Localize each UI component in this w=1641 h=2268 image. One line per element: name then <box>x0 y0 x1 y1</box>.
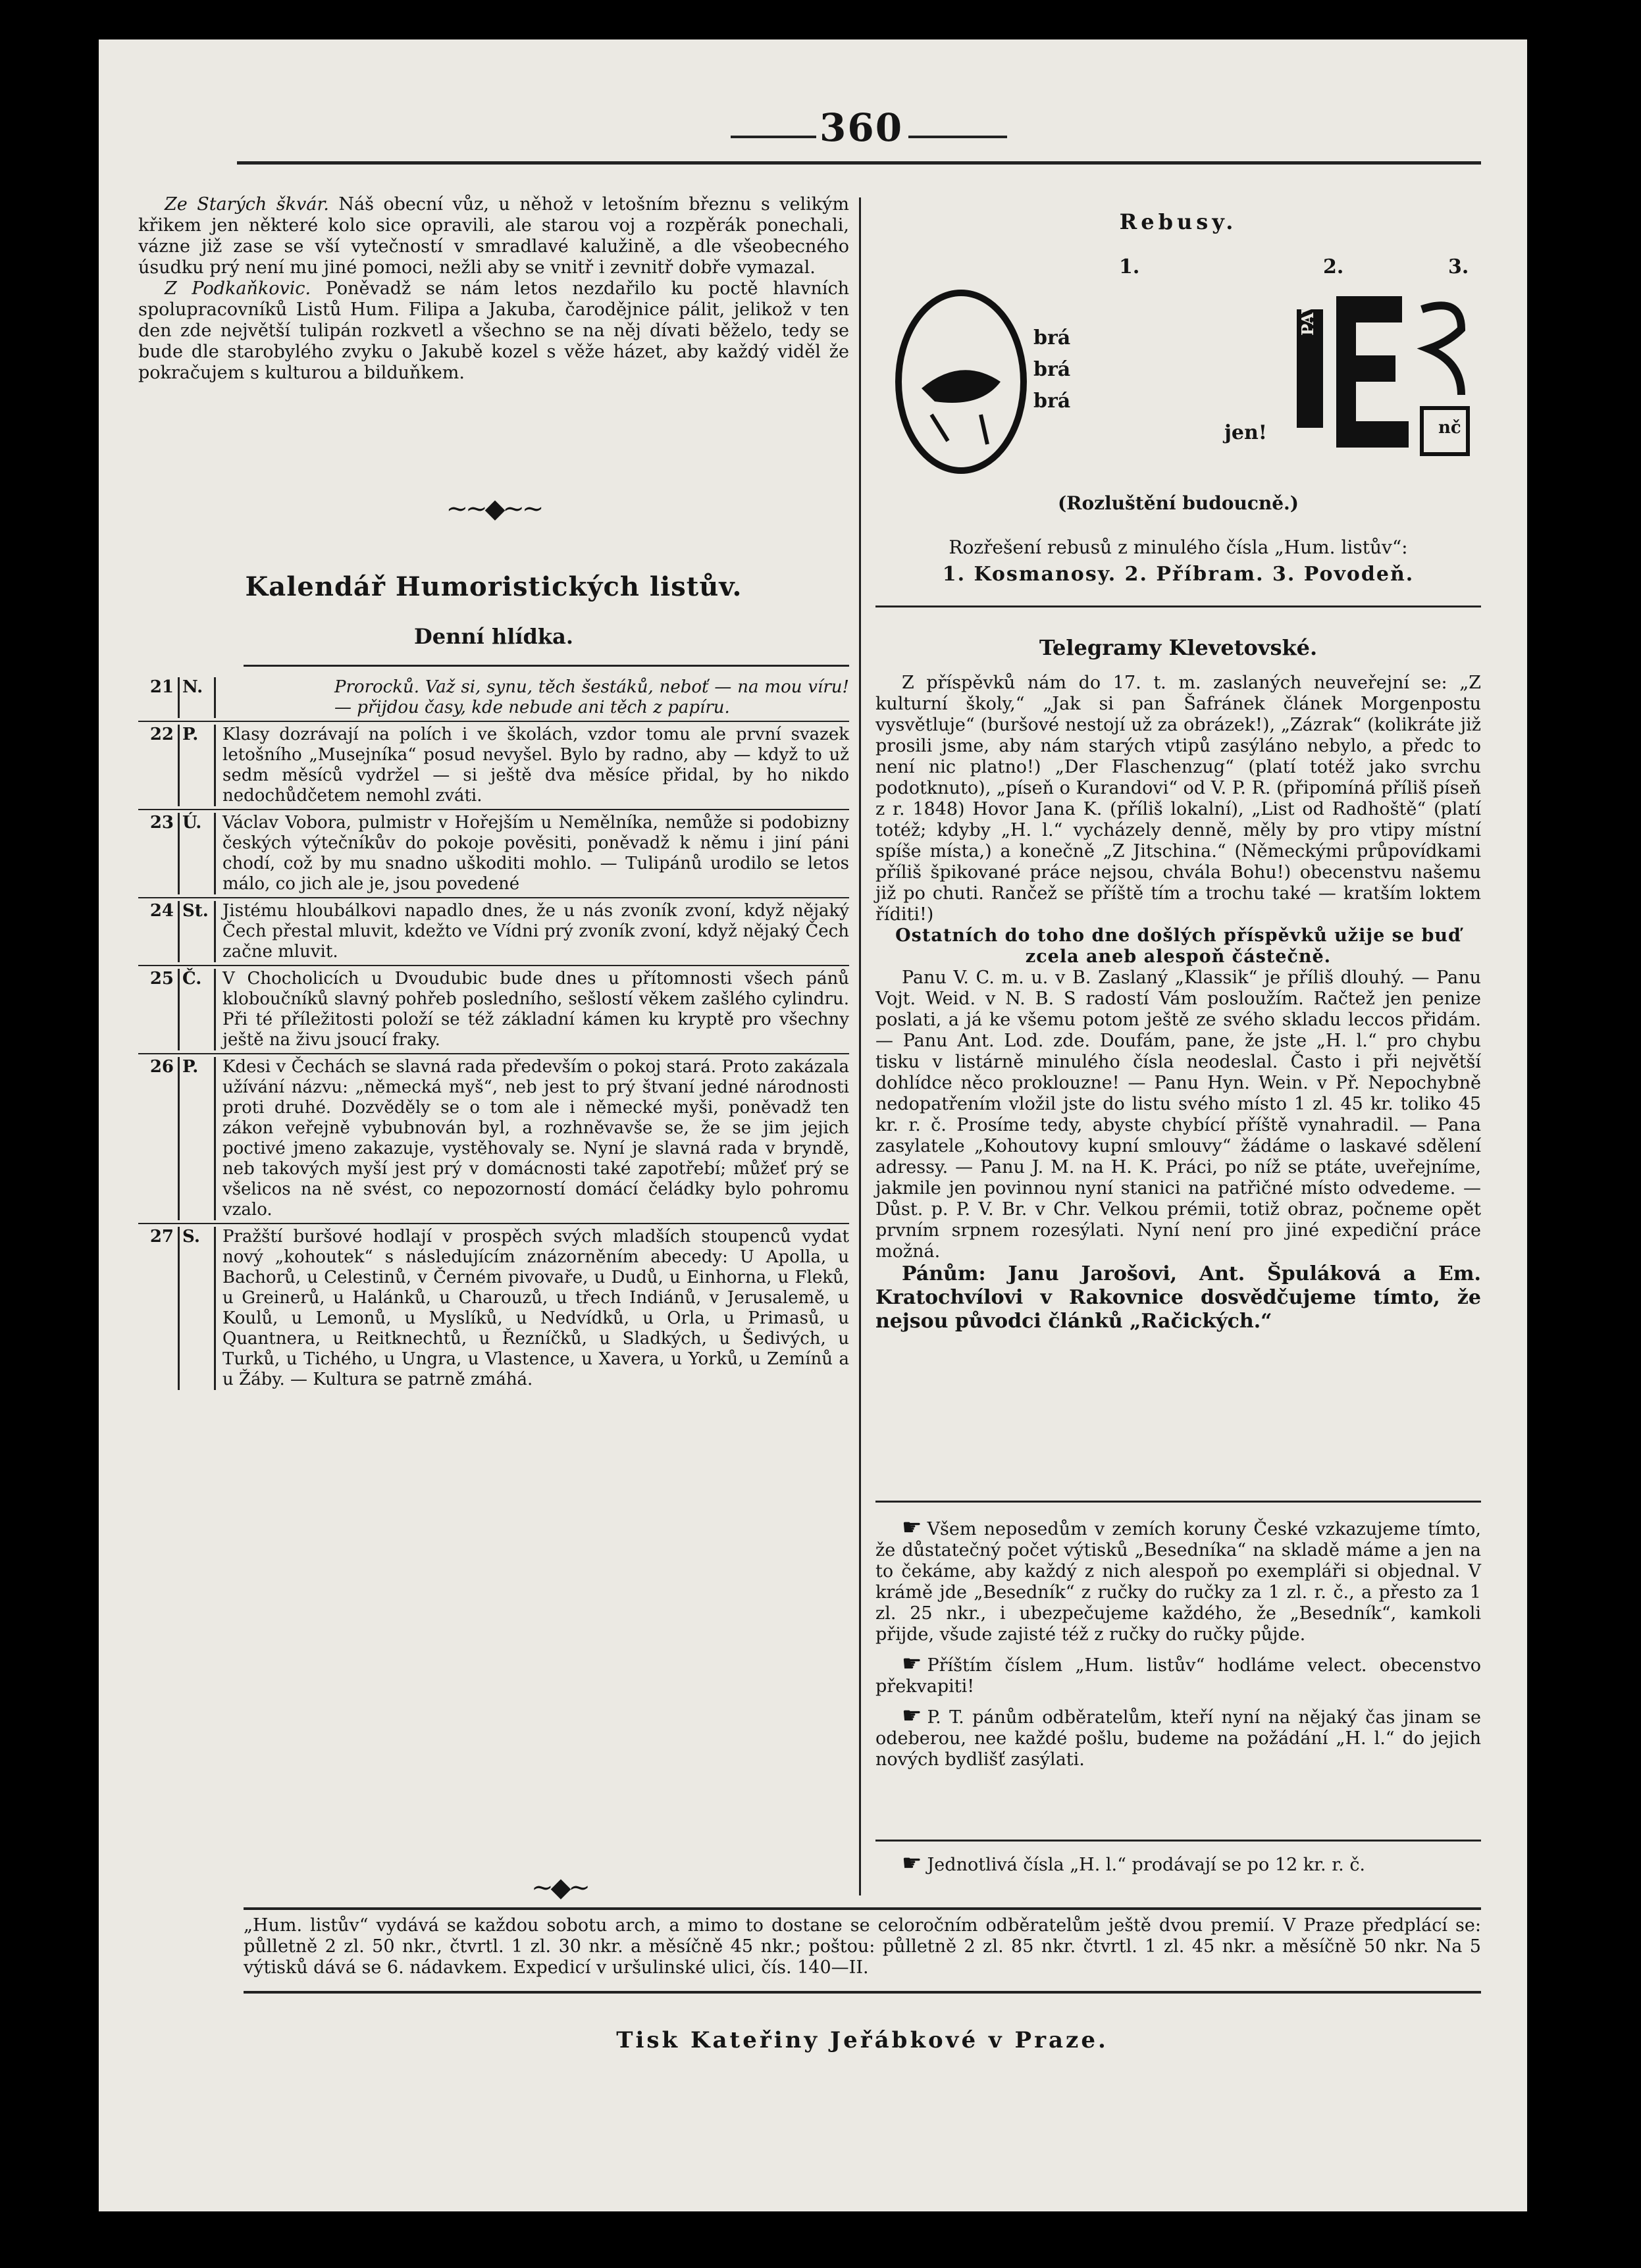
pointing-hand-icon: ☛ <box>902 1514 922 1541</box>
calendar-weekday: St. <box>178 901 216 962</box>
telegram-title: Telegramy Klevetovské. <box>1039 635 1318 660</box>
page-number: 360 <box>820 105 904 150</box>
rebus-image <box>882 283 1474 480</box>
notice-bold: Ostatních do toho dne došlých příspěvků užije se buď zcela aneb alespoň částečně. <box>895 925 1461 967</box>
calendar-subtitle: Denní hlídka. <box>414 624 573 649</box>
right-rule-2 <box>875 1501 1481 1503</box>
calendar-weekday: P. <box>178 725 216 806</box>
pointing-hand-icon: ☛ <box>902 1703 922 1729</box>
letter-s <box>1422 305 1461 395</box>
calendar-entry <box>138 1053 849 1223</box>
rebus-caption: (Rozluštění budoucně.) <box>1057 492 1299 514</box>
calendar-text: V Chocholicích u Dvoudubic bude dnes u přítomnosti všech pánů kloboučníků slavný pohřeb posledního, sešlostí věkem zašlého cylindru. Při té příležitosti položí se též základní kámen ku kryptě pro všechny ještě na živu jsoucí fraky. <box>222 969 849 1050</box>
paragraph-text: Náš obecní vůz, u něhož v letošním březnu s velikým křikem jen některé kolo sice opravili, ale starou voj a rozpěrák ponechali, vázne již zase se vší vytečností v smradlavé kalužině, a dle všeobecného úsudku prý není mu jiné pomoci, nežli aby se vnitř i zevnitř dobře vymazal. <box>138 194 850 278</box>
ads-section <box>875 1514 1481 1770</box>
ad-text: Jednotlivá čísla „H. l.“ prodávají se po 12 kr. r. č. <box>927 1855 1366 1875</box>
rebus-number: 2. <box>1323 255 1344 278</box>
right-rule-3 <box>875 1840 1481 1842</box>
rebus-syllables <box>1033 322 1070 417</box>
rebus-heading: Rebusy. <box>1119 209 1237 234</box>
rebus-number: 3. <box>1448 255 1469 278</box>
calendar-weekday: Č. <box>178 969 216 1050</box>
printer-line: Tisk Kateřiny Jeřábkové v Praze. <box>616 2027 1108 2053</box>
top-rule <box>237 161 1481 165</box>
paragraph-lead: Ze Starých škvár. <box>165 194 329 215</box>
ad-text: Příštím číslem „Hum. listův“ hodláme velect. obecenstvo překvapiti! <box>875 1655 1481 1697</box>
calendar-date: 26 <box>149 1057 174 1077</box>
pointing-hand-icon: ☛ <box>902 1850 922 1876</box>
column-divider <box>859 197 861 1895</box>
calendar-text: Kdesi v Čechách se slavná rada především o pokoj stará. Proto zakázala užívání názvu: „německá myš“, neb jest to prý štvaní jedné národnosti proti druhé. Dozvěděly se o tom ale i německé myši, poněvadž ten zákon veřejně vybubnován byl, a rozhněvavše se, že se jim jejich poctivé jmeno zakazuje, vystěhovaly se. Nyní je slavná rada v bryndě, neb takových myší jest prý v domácnosti také zapotřebí; můžeť prý se všelicos na ně svést, co nepozorností domácí čeládky bylo pohromu vzalo. <box>222 1057 849 1220</box>
ad-text: P. T. pánům odběratelům, kteří nyní na nějaký čas jinam se odeberou, nee každé pošlu, budeme na požádání „H. l.“ do jejich nových bydlišť zasýlati. <box>875 1707 1481 1770</box>
telegram-text: Z příspěvků nám do 17. t. m. zaslaných neuveřejní se: „Z kulturní školy,“ „Jak si pan Šafránek článek Morgenpostu vysvětluje“ (buršové nestojí už za obrázek!), „Zázrak“ (kolikráte již prosili jsme, aby nám starých vtipů zasýláno nebylo, a předc to není nic platno!) „Der Flaschenzug“ (platí totéž jako svrchu podotknuto), „píseň o Kurandovi“ od V. P. R. (připomíná příliš píseň z r. 1848) Hovor Jana K. (příliš lokalní), „List od Radhoště“ (platí totéž; kdyby „H. l.“ vycházely denně, měly by pro vtipy místní spíše místa,) a konečně „Z Jitschina.“ (Německými průpovídkami příliš špikované práce nejsou, chvála Bohu!) obecenstvu našemu již po chuti. Rančež se příště tím a trochu také — kratším loktem říditi!) <box>875 673 1481 925</box>
calendar-title: Kalendář Humoristických listův. <box>245 571 742 602</box>
paragraph-lead: Z Podkaňkovic. <box>165 278 311 299</box>
notice-text: Panu V. C. m. u. v B. Zaslaný „Klassik“ je příliš dlouhý. — Panu Vojt. Weid. v N. B. S radostí Vám posloužím. Račtež jen penize poslati, a já ke všemu potom ještě ze svého skladu leccos přidám. — Panu Ant. Lod. zde. Doufám, pane, že jste „H. l.“ pro chybu tisku v listárně minulého čísla neodeslal. Často i při největší dohlídce něco proklouzne! — Panu Hyn. Wein. v Př. Nepochybně nedopatřením vložil jste do listu svého místo 1 zl. 45 kr. toliko 45 kr. r. č. Prosíme tedy, abyste chybící příště vynahradil. — Pana zasylatele „Kohoutovy kupní smlouvy“ žádáme o laskavé sdělení adressy. — Panu J. M. na H. K. Práci, po níž se ptáte, uveřejníme, jakmile jen povinnou nyní stanici na patřičné místo odvedeme. — Důst. p. P. V. Br. v Chr. Velkou prémii, totiž obraz, počneme opět prvním srpnem rozesýlati. Nyní není pro jiné expediční práce možná. <box>875 967 1481 1262</box>
right-rule <box>875 606 1481 607</box>
letter-e-block <box>1336 296 1409 448</box>
ad-price <box>875 1850 1481 1876</box>
rebus-number: 1. <box>1119 255 1140 278</box>
calendar-weekday: P. <box>178 1057 216 1220</box>
calendar-entry <box>138 897 849 965</box>
calendar-rule <box>244 665 849 667</box>
calendar-entry <box>138 1223 849 1393</box>
calendar-date: 27 <box>149 1227 174 1247</box>
rebus-pavel-label: PAVEL <box>1298 278 1317 336</box>
rebus-jen: jen! <box>1224 421 1267 444</box>
calendar-date: 24 <box>149 901 174 921</box>
rebus-syllable: brá <box>1033 358 1071 381</box>
calendar-date: 22 <box>149 725 174 744</box>
calendar-list <box>138 675 849 1393</box>
calendar-entry <box>138 965 849 1053</box>
header-rule-left <box>731 136 816 138</box>
header-rule-right <box>908 136 1007 138</box>
calendar-text: Klasy dozrávají na polích i ve školách, vzdor tomu ale první svazek letošního „Musejníka“ posud nevyšel. Bylo by radno, aby — když to už sedm měsíců vydržel — si ještě dva měsíce přidal, by ho nikdo nedochůdčetem nemohl zváti. <box>222 725 849 806</box>
animal-figure <box>922 370 1001 403</box>
calendar-text: Václav Vobora, pulmistr v Hořejším u Nemělníka, nemůže si podobizny českých výtečníkův do pokoje pověsiti, poněvadž k němu i jiní páni chodí, což by mu snadno uškoditi mohlo. — Tulipánů urodilo se letos málo, co jich ale je, jsou povedené <box>222 813 849 894</box>
calendar-weekday: S. <box>178 1227 216 1390</box>
calendar-weekday: N. <box>178 677 216 718</box>
rebus-solution-line: 1. Kosmanosy. 2. Příbram. 3. Povodeň. <box>942 563 1415 586</box>
calendar-date: 21 <box>149 677 174 697</box>
rebus-nc-label: nč <box>1438 418 1461 438</box>
calendar-text: Pražští buršové hodlají v prospěch svých mladších stoupenců vydat nový „kohoutek“ s následujícím znázorněním abecedy: U Apolla, u Bachorů, u Celestinů, v Černém pivovaře, u Dudů, u Einhorna, u Fleků, u Greinerů, u Halánků, u Charouzů, u třech Indiánů, v Jerusalemě, u Koulů, u Lemonů, u Myslíků, u Nedvídků, u Orla, u Primasů, u Quantnera, u Reitknechtů, u Řezníčků, u Sladkých, u Šedivých, u Turků, u Tichého, u Ungra, u Vlastence, u Xavera, u Yorků, u Zemínů a u Žáby. — Kultura se patrně zmáhá. <box>222 1227 849 1389</box>
thanks-text: Pánům: Janu Jarošovi, Ant. Špuláková a Em. Kratochvílovi v Rakovnice dosvědčujeme tímto, že nejsou původci článků „Račických.“ <box>875 1262 1481 1333</box>
telegram-section <box>875 673 1481 1333</box>
calendar-entry <box>138 675 849 721</box>
calendar-entry <box>138 721 849 809</box>
rebus-solution-intro: Rozřešení rebusů z minulého čísla „Hum. listův“: <box>949 536 1408 558</box>
calendar-entry <box>138 809 849 897</box>
ornament-divider-bottom: ~◆~ <box>531 1872 588 1903</box>
pointing-hand-icon: ☛ <box>902 1651 922 1677</box>
footer-rule <box>244 1907 1481 1910</box>
calendar-text: Prorocků. Važ si, synu, těch šestáků, neboť — na mou víru! — přijdou časy, kde nebude ani těch z papíru. <box>334 677 849 717</box>
rebus-syllable: brá <box>1033 326 1071 349</box>
calendar-date: 23 <box>149 813 174 833</box>
ornament-divider: ~~◆~~ <box>446 494 542 524</box>
paragraph-text: Poněvadž se nám letos nezdařilo ku poctě hlavních spolupracovníků Listů Hum. Filipa a Jakuba, čarodějnice pálit, jelikož v ten den zde největší tulipán rozkvetl a všechno se na něj dívati běželo, tedy se bude dle starobylého zvyku o Jakubě kozel s věže házet, aby každý viděl že pokračujem s kulturou a bilduňkem. <box>138 278 849 383</box>
footer-text: „Hum. listův“ vydává se každou sobotu arch, a mimo to dostane se celoročním odběratelům ještě dvou premií. V Praze předplácí se: půlletně 2 zl. 50 nkr., čtvrtl. 1 zl. 30 nkr. a měsíčně 45 nkr.; poštou: půlletně 2 zl. 85 nkr. čtvrtl. 1 zl. 45 nkr. a měsíčně 50 nkr. Na 5 výtisků dává se 6. nádavkem. Expedicí v uršulinské ulici, čís. 140—II. <box>244 1915 1481 1978</box>
calendar-date: 25 <box>149 969 174 989</box>
calendar-weekday: Ú. <box>178 813 216 894</box>
ad-text: Všem neposedům v zemích koruny České vzkazujeme tímto, že důstatečný počet výtisků „Besedníka“ na skladě máme a jen na to čekáme, aby každý z nich alespoň po exempláři si objednal. V krámě jde „Besedník“ z ručky do ručky za 1 zl. r. č., a přesto za 1 zl. 25 nkr., i ubezpečujeme každého, že „Besedník“, kamkoli přijde, všude zajisté též z ručky do ručky půjde. <box>875 1519 1481 1645</box>
footer-rule-2 <box>244 1991 1481 1994</box>
left-intro-text <box>138 194 849 384</box>
rebus-syllable: brá <box>1033 390 1071 413</box>
calendar-text: Jistému hloubálkovi napadlo dnes, že u nás zvoník zvoní, když nějaký Čech přestal mluvit, kdežto ve Vídni prý zvoník zvoní, když nějaký Čech začne mluvit. <box>222 901 849 962</box>
rebus-numbers <box>875 255 1481 282</box>
